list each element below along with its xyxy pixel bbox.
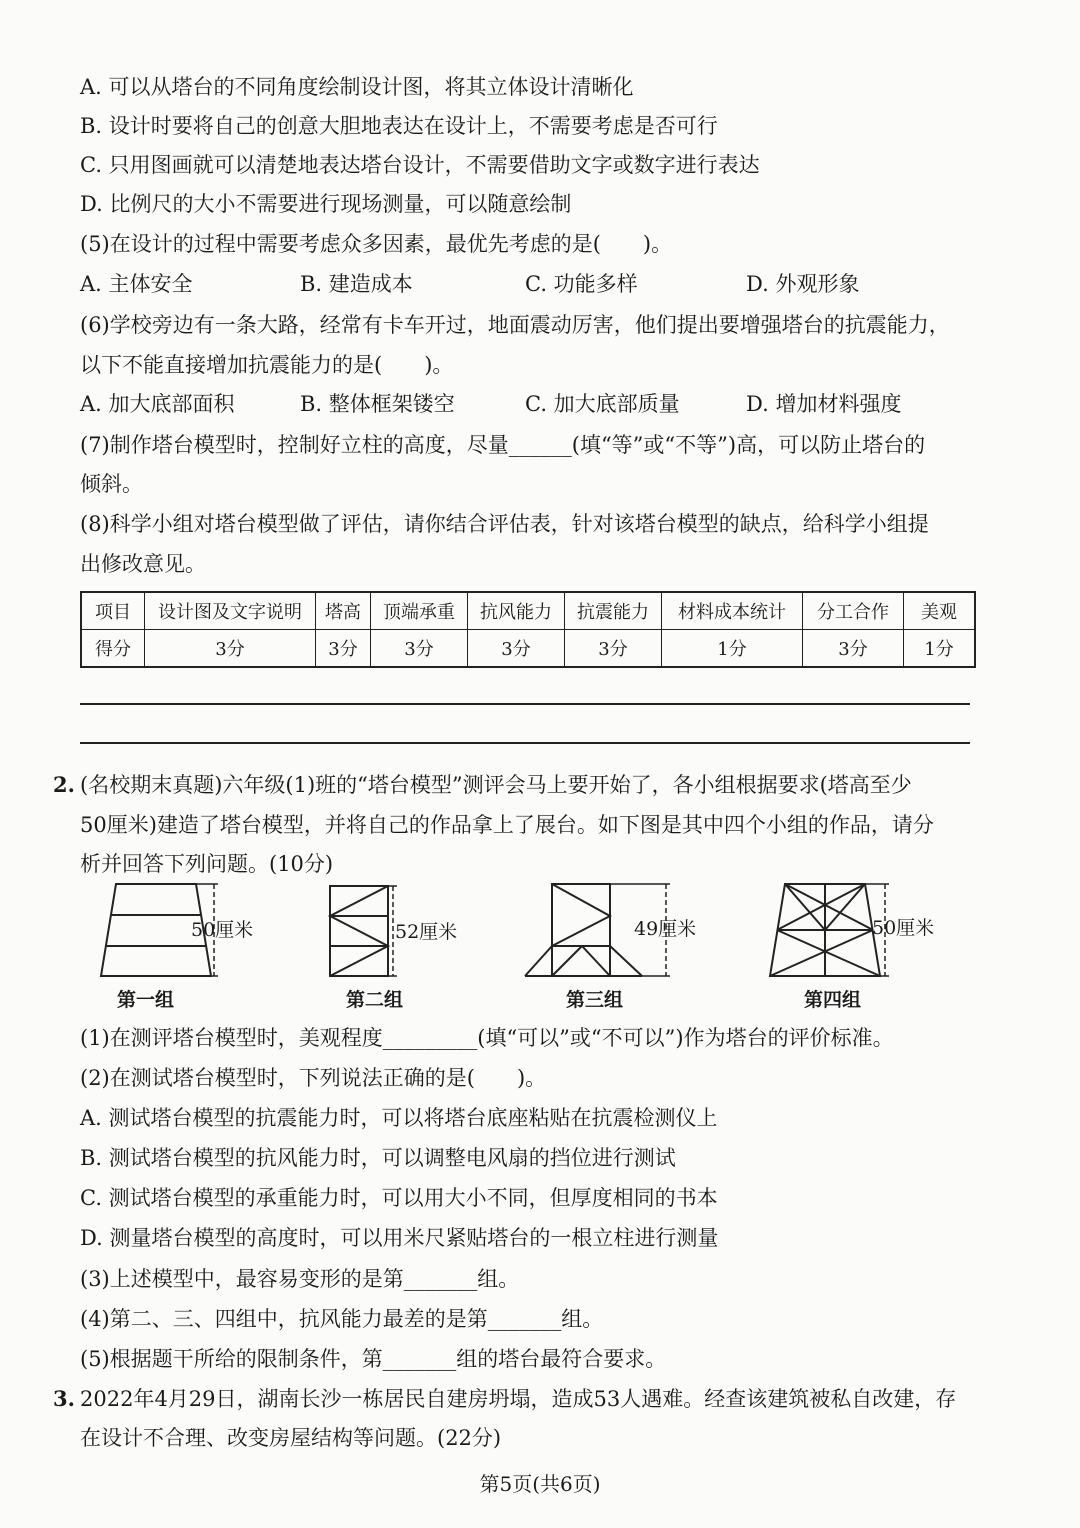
table-cell: 3分	[565, 630, 662, 668]
table-cell: 3分	[371, 630, 468, 668]
q2-option-a: A. 测试塔台模型的抗震能力时，可以将塔台底座粘贴在抗震检测仪上	[80, 1106, 718, 1130]
table-cell: 美观	[904, 592, 976, 630]
question-7-line2: 倾斜。	[80, 472, 143, 496]
figure-label-group1: 第一组	[117, 989, 175, 1011]
table-cell: 3分	[468, 630, 565, 668]
option-4C: C. 只用图画就可以清楚地表达塔台设计，不需要借助文字或数字进行表达	[80, 153, 760, 177]
table-row	[81, 630, 975, 668]
q2-option-b: B. 测试塔台模型的抗风能力时，可以调整电风扇的挡位进行测试	[80, 1146, 676, 1170]
q5-option-a: A. 主体安全	[80, 272, 193, 296]
table-cell: 抗震能力	[565, 592, 662, 630]
evaluation-table	[80, 591, 976, 668]
table-cell: 顶端承重	[371, 592, 468, 630]
question-2-sub2: (2)在测试塔台模型时，下列说法正确的是( )。	[80, 1066, 547, 1090]
question-6-line1: (6)学校旁边有一条大路，经常有卡车开过，地面震动厉害，他们提出要增强塔台的抗震能力，	[80, 313, 950, 337]
q5-option-d: D. 外观形象	[746, 272, 860, 296]
figure-label-group3: 第三组	[566, 989, 624, 1011]
table-cell: 分工合作	[803, 592, 904, 630]
figure-label-group4: 第四组	[804, 989, 862, 1011]
option-4B: B. 设计时要将自己的创意大胆地表达在设计上，不需要考虑是否可行	[80, 114, 718, 138]
question-2-line3: 析并回答下列问题。(10分)	[80, 852, 334, 876]
table-cell: 3分	[316, 630, 371, 668]
page-footer: 第5页(共6页)	[479, 1472, 601, 1496]
question-2-sub3: (3)上述模型中，最容易变形的是第_______组。	[80, 1267, 520, 1291]
question-7-line1: (7)制作塔台模型时，控制好立柱的高度，尽量______(填“等”或“不等”)高，可以防止塔台的	[80, 433, 926, 457]
q2-option-c: C. 测试塔台模型的承重能力时，可以用大小不同，但厚度相同的书本	[80, 1186, 718, 1210]
q6-option-d: D. 增加材料强度	[746, 392, 902, 416]
q5-option-b: B. 建造成本	[300, 272, 413, 296]
question-6-line2: 以下不能直接增加抗震能力的是( )。	[80, 353, 454, 377]
table-cell: 1分	[662, 630, 803, 668]
q6-option-c: C. 加大底部质量	[525, 392, 680, 416]
question-5-options	[80, 269, 980, 299]
table-cell: 1分	[904, 630, 976, 668]
table-cell: 设计图及文字说明	[145, 592, 316, 630]
question-2-line1	[53, 770, 912, 800]
table-cell: 抗风能力	[468, 592, 565, 630]
answer-line[interactable]	[80, 703, 970, 705]
table-cell: 塔高	[316, 592, 371, 630]
question-6-options	[80, 389, 980, 419]
q5-option-c: C. 功能多样	[525, 272, 638, 296]
question-number: 2.	[53, 772, 75, 797]
table-cell: 3分	[803, 630, 904, 668]
question-2-sub5: (5)根据题干所给的限制条件，第_______组的塔台最符合要求。	[80, 1347, 667, 1371]
question-8-line1: (8)科学小组对塔台模型做了评估，请你结合评估表，针对该塔台模型的缺点，给科学小组提	[80, 512, 929, 536]
table-cell: 项目	[81, 592, 145, 630]
table-cell: 得分	[81, 630, 145, 668]
question-2-line2: 50厘米)建造了塔台模型，并将自己的作品拿上了展台。如下图是其中四个小组的作品，请分	[80, 813, 934, 837]
question-3-text: 2022年4月29日，湖南长沙一栋居民自建房坍塌，造成53人遇难。经查该建筑被私自改建，存	[80, 1387, 957, 1411]
option-4D: D. 比例尺的大小不需要进行现场测量，可以随意绘制	[80, 192, 572, 216]
question-2-text: (名校期末真题)六年级(1)班的“塔台模型”测评会马上要开始了，各小组根据要求(塔高至少	[80, 773, 912, 797]
q6-option-b: B. 整体框架镂空	[300, 392, 455, 416]
table-cell: 材料成本统计	[662, 592, 803, 630]
table-header-row	[81, 592, 975, 630]
q6-option-a: A. 加大底部面积	[80, 392, 235, 416]
height-label-group2: 52厘米	[395, 921, 458, 943]
question-number: 3.	[53, 1386, 75, 1411]
question-3-line1	[53, 1384, 957, 1414]
question-3-line2: 在设计不合理、改变房屋结构等问题。(22分)	[80, 1426, 502, 1450]
question-8-line2: 出修改意见。	[80, 552, 206, 576]
question-5: (5)在设计的过程中需要考虑众多因素，最优先考虑的是( )。	[80, 232, 673, 256]
height-label-group3: 49厘米	[634, 918, 697, 940]
height-label-group4: 50厘米	[872, 917, 935, 939]
option-4A: A. 可以从塔台的不同角度绘制设计图，将其立体设计清晰化	[80, 75, 634, 99]
height-label-group1: 50厘米	[191, 919, 254, 941]
table-cell: 3分	[145, 630, 316, 668]
question-2-sub1: (1)在测评塔台模型时，美观程度_________(填“可以”或“不可以”)作为塔台的评价标准。	[80, 1026, 894, 1050]
answer-line[interactable]	[80, 742, 970, 744]
question-2-sub4: (4)第二、三、四组中，抗风能力最差的是第_______组。	[80, 1307, 604, 1331]
figure-label-group2: 第二组	[346, 989, 404, 1011]
q2-option-d: D. 测量塔台模型的高度时，可以用米尺紧贴塔台的一根立柱进行测量	[80, 1226, 719, 1250]
